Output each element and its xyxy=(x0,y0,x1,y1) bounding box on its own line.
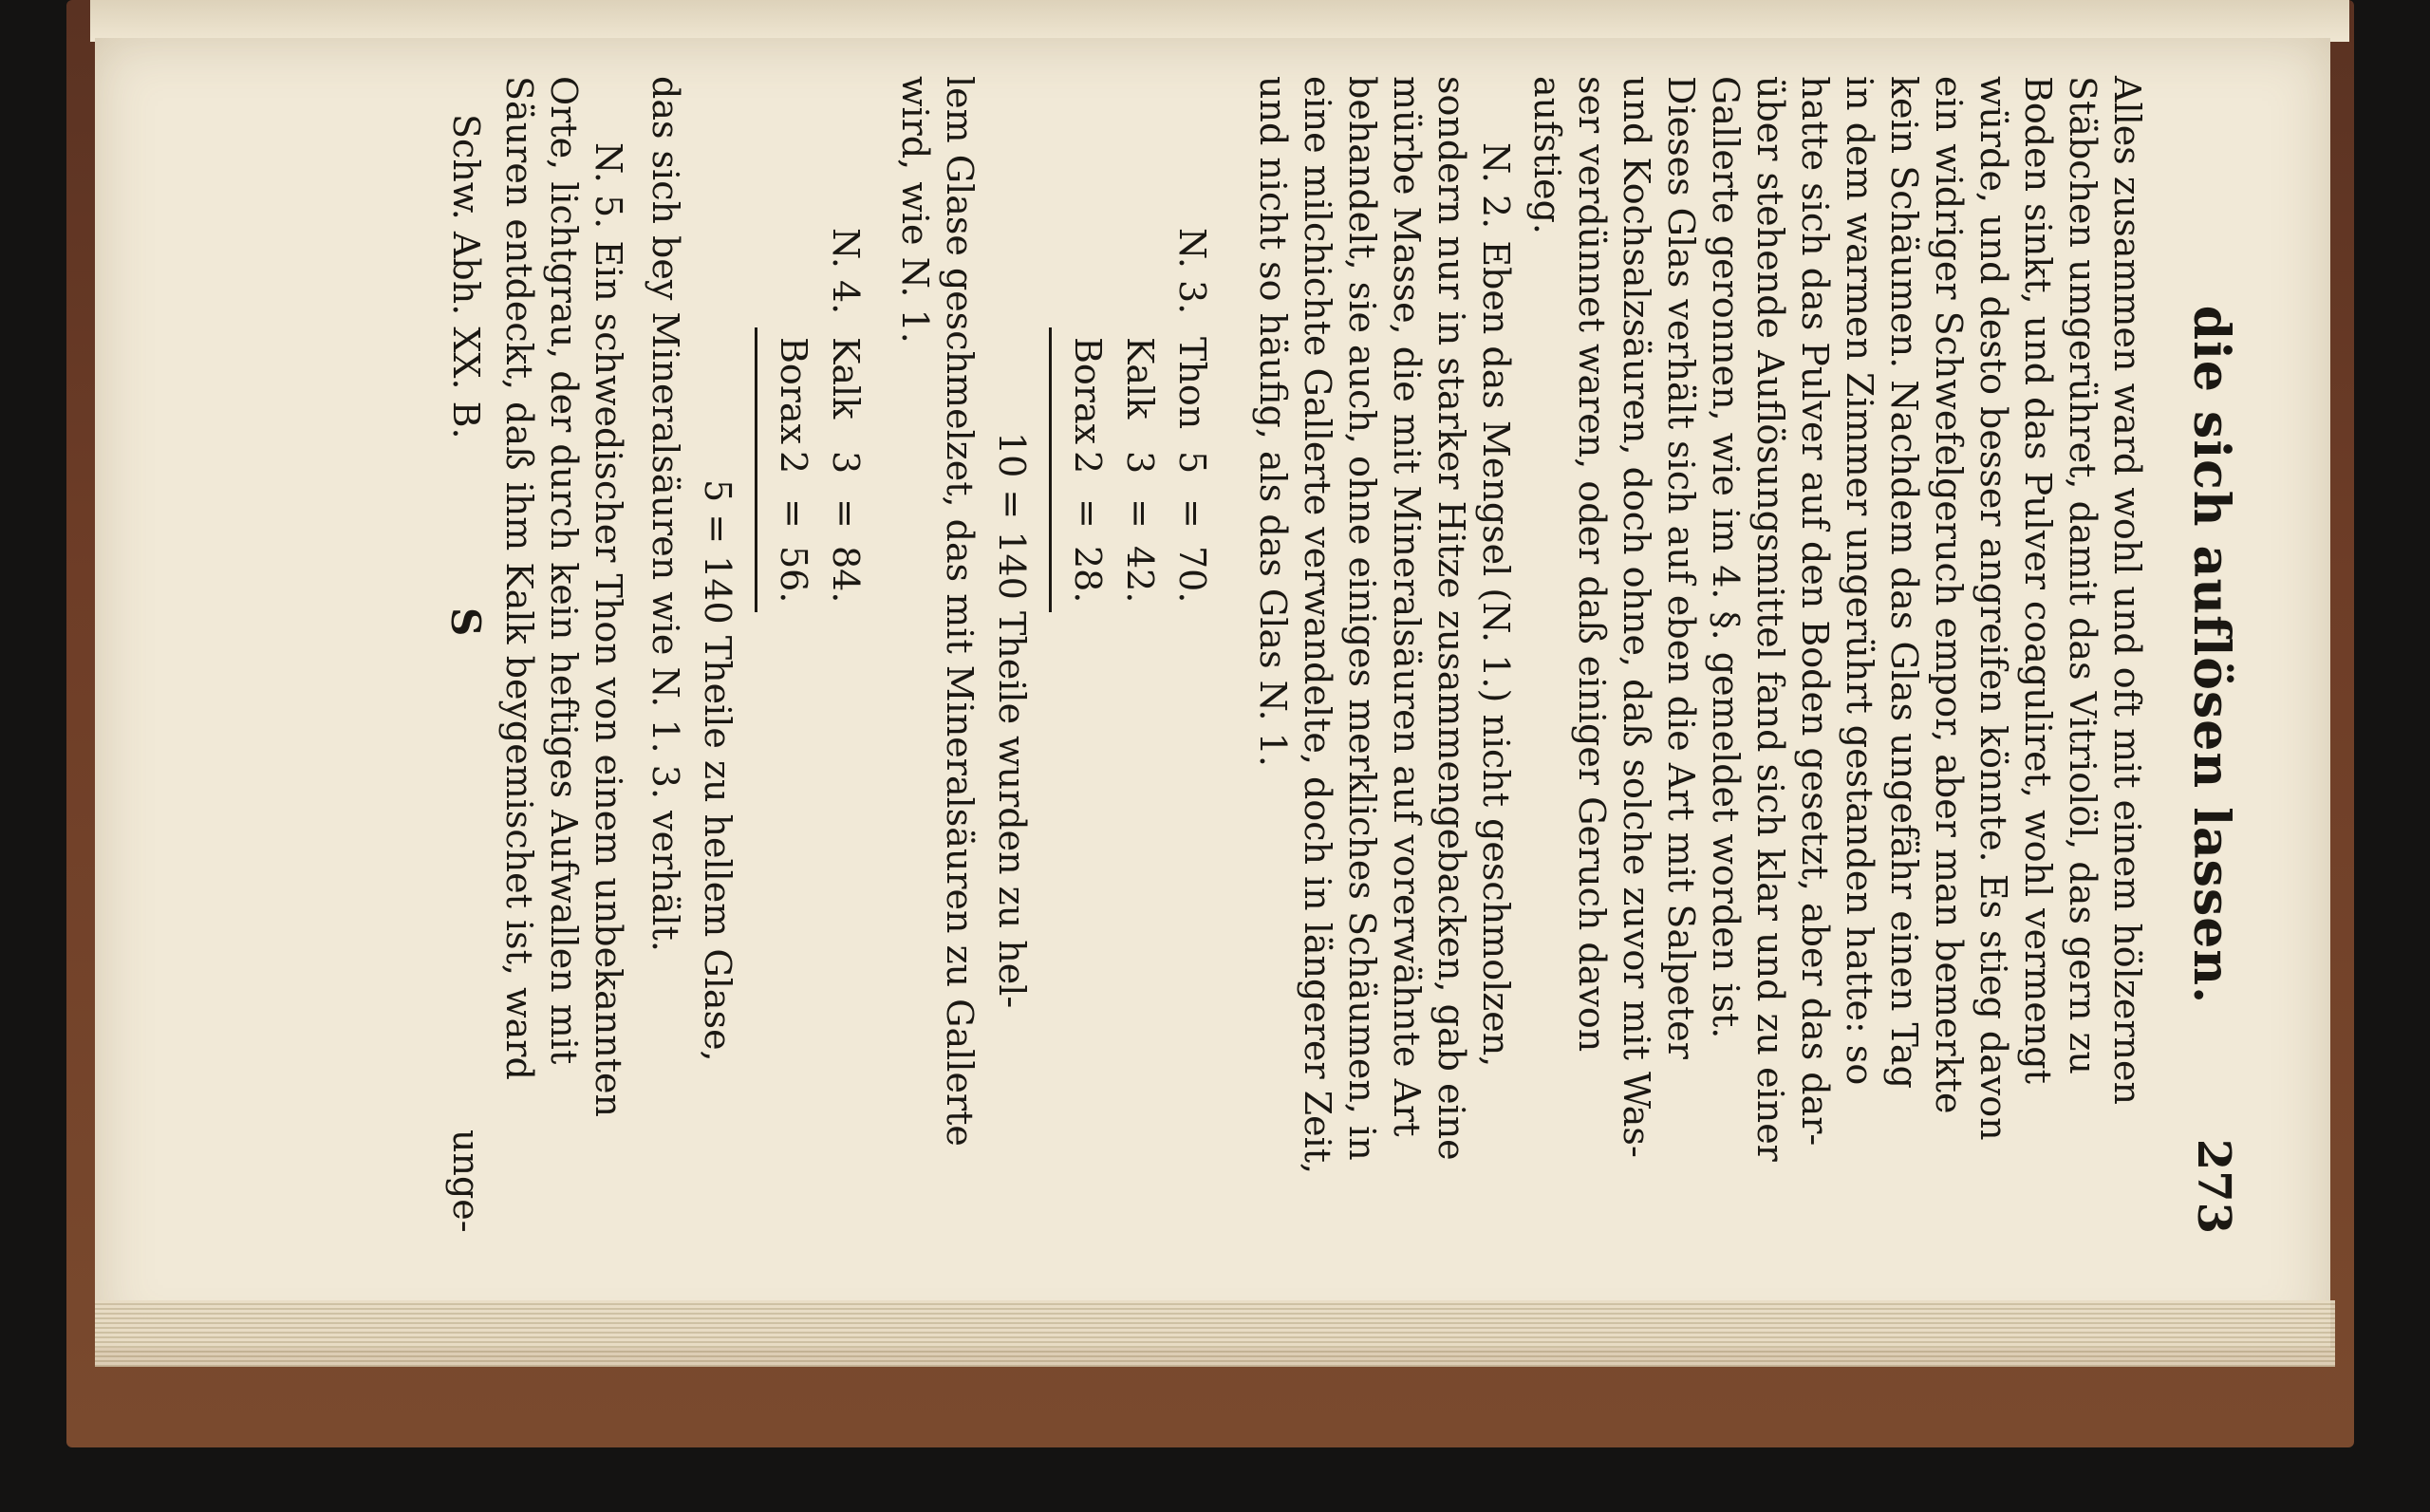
signature-mark: S xyxy=(442,607,489,637)
rotated-text-block xyxy=(85,76,2240,1310)
text-line: über stehende Auflösungsmittel fand sich klar und zu einer xyxy=(1749,76,1791,1162)
ingredient-name: Kalk xyxy=(1119,337,1161,420)
text-line: Boden sinkt, und das Pulver coaguliret, wohl vermengt xyxy=(2017,76,2059,1084)
text-line: aufstieg. xyxy=(1526,76,1568,235)
ingredient-ratio: 3 xyxy=(1119,451,1161,475)
text-line: lem Glase geschmelzet, das mit Mineralsäuren zu Gallerte xyxy=(939,76,981,1147)
ingredient-ratio: 3 xyxy=(825,451,867,475)
ingredient-parts: 56. xyxy=(773,546,814,604)
series-reference: Schw. Abh. XX. B. xyxy=(445,114,487,439)
ingredient-name: Borax xyxy=(1067,337,1109,445)
ingredient-name: Kalk xyxy=(825,337,867,420)
ingredient-ratio: 5 xyxy=(1171,451,1213,475)
ingredient-parts: 70. xyxy=(1171,546,1213,604)
text-line: in dem warmen Zimmer ungerührt gestanden hatte: so xyxy=(1839,76,1880,1086)
ingredient-parts: 28. xyxy=(1067,546,1109,604)
sum-rule xyxy=(755,327,757,612)
catchword: unge- xyxy=(445,1129,487,1233)
ingredient-ratio: 2 xyxy=(773,451,814,475)
recipe-total: 10 = 140 Theile wurden zu hel- xyxy=(991,432,1033,1009)
text-line: wird, wie N. 1. xyxy=(894,76,936,344)
text-line: Dieses Glas verhält sich auf eben die Art mit Salpeter xyxy=(1660,76,1702,1059)
text-line: N. 5. Ein schwedischer Thon von einem unbekannten xyxy=(588,142,629,1117)
text-line: und nicht so häufig, als das Glas N. 1. xyxy=(1252,76,1294,767)
text-line: Gallerte geronnen, wie im 4. §. gemeldet worden ist. xyxy=(1705,76,1747,1039)
text-line: Alles zusammen ward wohl und oft mit einem hölzernen xyxy=(2106,76,2148,1105)
page-stack-edge xyxy=(95,1300,2335,1367)
ingredient-parts: 42. xyxy=(1119,546,1161,604)
text-line: Orte, lichtgrau, der durch kein heftiges Aufwallen mit xyxy=(543,76,585,1065)
ingredient-parts: 84. xyxy=(825,546,867,604)
running-title: die sich auflösen lassen. xyxy=(2182,305,2240,1005)
text-line: und Kochsalzsäuren, doch ohne, daß solche zuvor mit Was- xyxy=(1616,76,1657,1158)
equals-sign: = xyxy=(1067,498,1109,529)
equals-sign: = xyxy=(1171,498,1213,529)
recipe-label: N. 3. xyxy=(1171,228,1213,315)
text-line: sondern nur in starker Hitze zusammengebacken, gab eine xyxy=(1430,76,1472,1161)
ingredient-ratio: 2 xyxy=(1067,451,1109,475)
running-header xyxy=(2174,76,2240,1234)
equals-sign: = xyxy=(1119,498,1161,529)
text-line: ein widriger Schwefelgeruch empor, aber man bemerkte xyxy=(1928,76,1970,1114)
sum-rule xyxy=(1049,327,1052,612)
page-top-edge xyxy=(90,0,2349,42)
text-line: das sich bey Mineralsäuren wie N. 1. 3. verhält. xyxy=(645,76,686,952)
ingredient-name: Thon xyxy=(1171,337,1213,430)
page-number: 273 xyxy=(2187,1138,2240,1234)
ingredient-name: Borax xyxy=(773,337,814,445)
text-line: hatte sich das Pulver auf den Boden gesetzt, aber das dar- xyxy=(1794,76,1836,1147)
text-line: eine milchichte Gallerte verwandelte, doch in längerer Zeit, xyxy=(1297,76,1338,1175)
text-line: kein Schäumen. Nachdem das Glas ungefähr einen Tag xyxy=(1883,76,1925,1089)
recipe-label: N. 4. xyxy=(825,228,867,315)
text-line: behandelt, sie auch, ohne einiges merkliches Schäumen, in xyxy=(1341,76,1383,1161)
text-line: N. 2. Eben das Mengsel (N. 1.) nicht geschmolzen, xyxy=(1475,142,1517,1068)
text-line: mürbe Masse, die mit Mineralsäuren auf vorerwähnte Art xyxy=(1386,76,1428,1137)
equals-sign: = xyxy=(825,498,867,529)
recipe-total: 5 = 140 Theile zu hellem Glase, xyxy=(697,479,738,1062)
text-line: Säuren entdeckt, daß ihm Kalk beygemischet ist, ward xyxy=(498,76,540,1080)
equals-sign: = xyxy=(773,498,814,529)
text-line: ser verdünnet waren, oder daß einiger Geruch davon xyxy=(1571,76,1613,1053)
text-line: würde, und desto besser angreifen könnte. Es stieg davon xyxy=(1972,76,2014,1141)
text-line: Stäbchen umgerühret, damit das Vitriolöl, das gern zu xyxy=(2062,76,2103,1074)
